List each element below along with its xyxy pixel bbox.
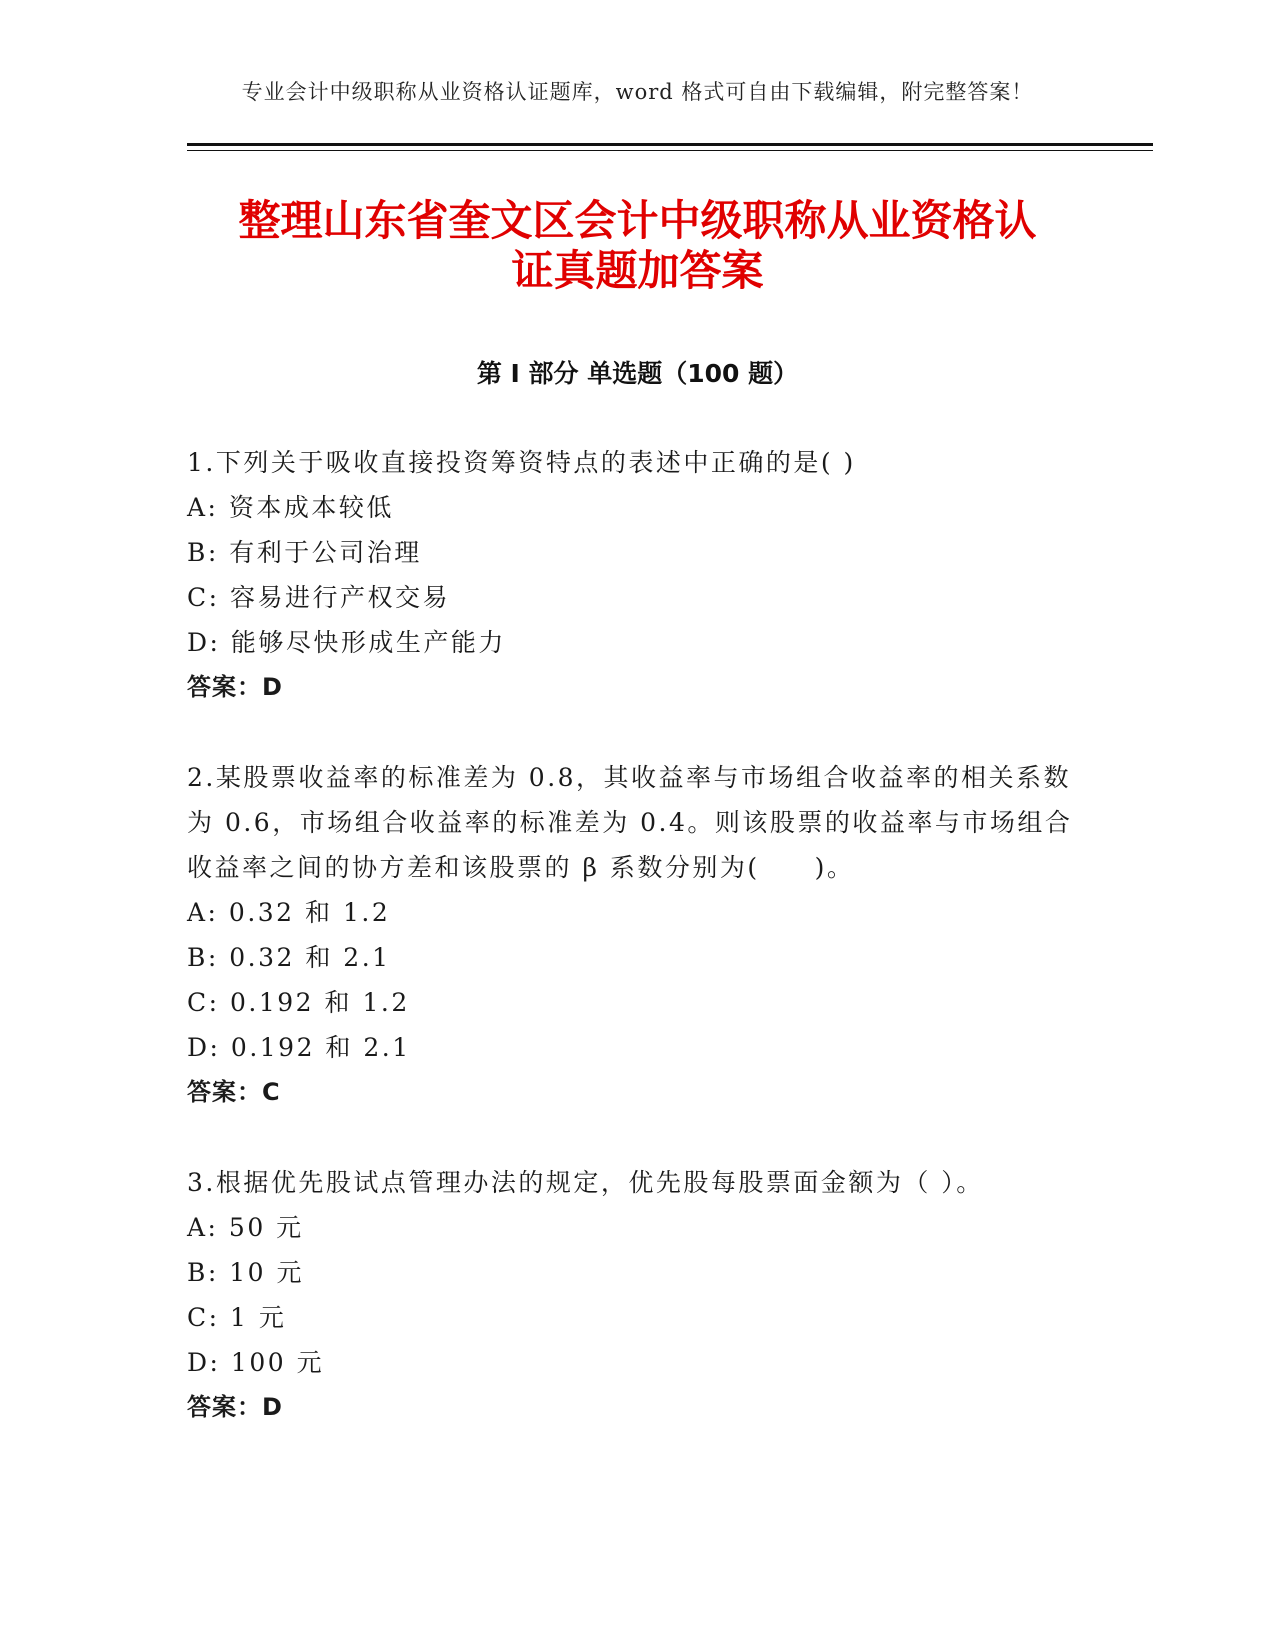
- question-3: [187, 1160, 1087, 1430]
- header-rule-thin: [187, 150, 1153, 151]
- option-b: B: 0.32 和 2.1: [187, 943, 391, 972]
- answer: 答案：D: [187, 1393, 283, 1421]
- section-heading: 第 I 部分 单选题（100 题）: [476, 359, 799, 388]
- option-a: A: 0.32 和 1.2: [187, 898, 391, 927]
- option-d: D: 100 元: [187, 1348, 325, 1377]
- question-list: [187, 440, 1087, 1475]
- header-rule-thick: [187, 143, 1153, 146]
- option-b: B: 10 元: [187, 1258, 304, 1287]
- option-c: C: 0.192 和 1.2: [187, 988, 410, 1017]
- document-title: [160, 196, 1115, 296]
- document-title-line-2: 证真题加答案: [511, 246, 764, 295]
- question-stem: 1.下列关于吸收直接投资筹资特点的表述中正确的是( ): [187, 448, 856, 477]
- option-d: D: 能够尽快形成生产能力: [187, 628, 506, 657]
- question-stem: 3.根据优先股试点管理办法的规定，优先股每股票面金额为（ ）。: [187, 1168, 984, 1197]
- option-c: C: 1 元: [187, 1303, 287, 1332]
- question-1: [187, 440, 1087, 710]
- question-2: [187, 755, 1087, 1115]
- option-a: A: 50 元: [187, 1213, 304, 1242]
- option-a: A: 资本成本较低: [187, 493, 394, 522]
- option-b: B: 有利于公司治理: [187, 538, 422, 567]
- header-note: 专业会计中级职称从业资格认证题库，word 格式可自由下载编辑，附完整答案！: [241, 80, 1034, 104]
- option-d: D: 0.192 和 2.1: [187, 1033, 411, 1062]
- option-c: C: 容易进行产权交易: [187, 583, 450, 612]
- question-stem: 2.某股票收益率的标准差为 0.8，其收益率与市场组合收益率的相关系数为 0.6，市场组合收益率的标准差为 0.4。则该股票的收益率与市场组合收益率之间的协方差和该股票的 β 系数分别为( )。: [187, 763, 1073, 882]
- answer: 答案：C: [187, 1078, 281, 1106]
- answer: 答案：D: [187, 673, 283, 701]
- document-title-line-1: 整理山东省奎文区会计中级职称从业资格认: [238, 196, 1037, 245]
